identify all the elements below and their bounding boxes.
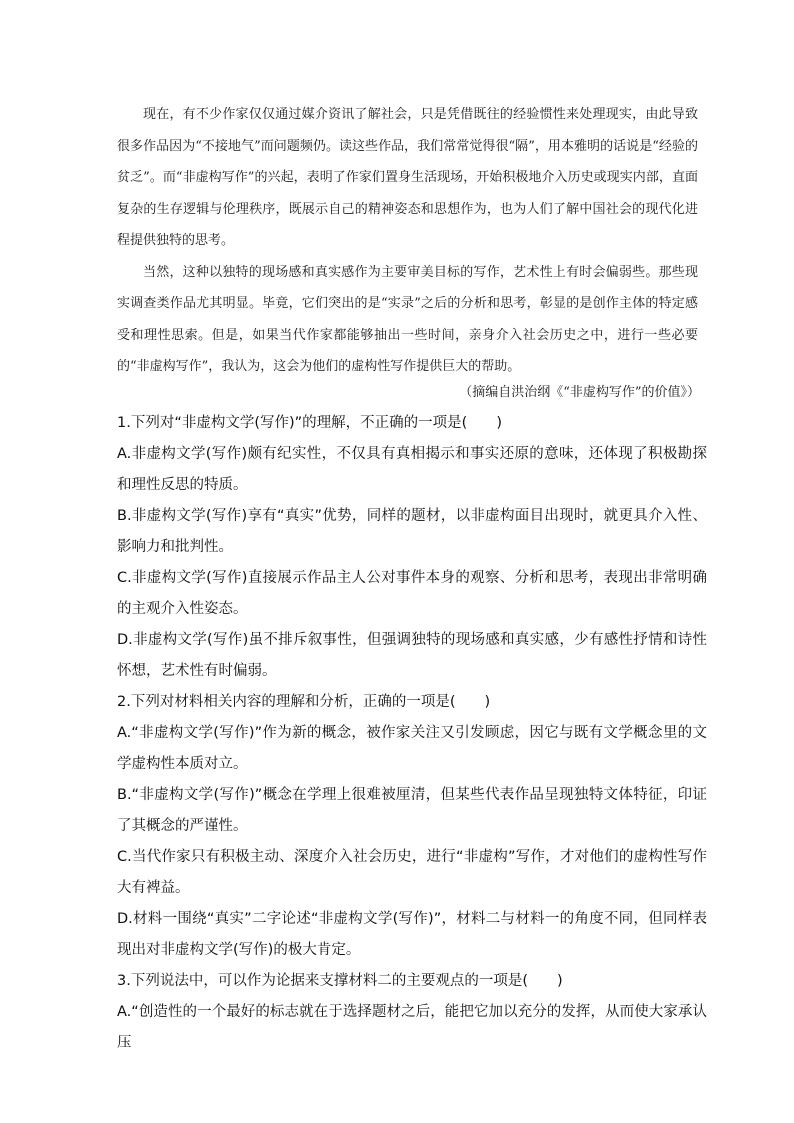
question-stem: 2.下列对材料相关内容的理解和分析，正确的一项是( ) (117, 694, 491, 710)
passage-source-citation: （摘编自洪治纲《“非虚构写作”的价值》） (459, 385, 700, 400)
question-option: A.非虚构文学(写作)颇有纪实性，不仅具有真相揭示和事实还原的意味，还体现了积极勘探和理性反思的特质。 (117, 446, 707, 493)
question-option: B.非虚构文学(写作)享有“真实”优势，同样的题材，以非虚构面目出现时，就更具介入性、影响力和批判性。 (117, 508, 707, 555)
question-option: B.“非虚构文学(写作)”概念在学理上很难被厘清，但某些代表作品呈现独特文体特征，印证了其概念的严谨性。 (117, 787, 707, 834)
question-option: A.“非虚构文学(写作)”作为新的概念，被作家关注又引发顾虑，因它与既有文学概念里的文学虚构性本质对立。 (117, 725, 707, 772)
question-list (117, 408, 707, 1059)
passage-paragraph: 现在，有不少作家仅仅通过媒介资讯了解社会，只是凭借既往的经验惯性来处理现实，由此导致很多作品因为“不接地气”而问题频仍。读这些作品，我们常常觉得很“隔”，用本雅明的话说是“经验的贫乏”。而“非虚构写作”的兴起，表明了作家们置身生活现场，开始积极地介入历史或现实内部，直面复杂的生存逻辑与伦理秩序，既展示自己的精神姿态和思想作为，也为人们了解中国社会的现代化进程提供独特的思考。 (117, 107, 698, 248)
passage-paragraph: 当然，这种以独特的现场感和真实感作为主要审美目标的写作，艺术性上有时会偏弱些。那些现实调查类作品尤其明显。毕竟，它们突出的是“实录”之后的分析和思考，彰显的是创作主体的特定感受和理性思索。但是，如果当代作家都能够抽出一些时间，亲身介入社会历史之中，进行一些必要的“非虚构写作”，我认为，这会为他们的虚构性写作提供巨大的帮助。 (117, 264, 698, 374)
question-stem: 3.下列说法中，可以作为论据来支撑材料二的主要观点的一项是( ) (117, 973, 563, 989)
question-option: D.材料一围绕“真实”二字论述“非虚构文学(写作)”，材料二与材料一的角度不同，但同样表现出对非虚构文学(写作)的极大肯定。 (117, 911, 707, 958)
question-option: A.“创造性的一个最好的标志就在于选择题材之后，能把它加以充分的发挥，从而使大家承认压 (117, 1004, 707, 1051)
reading-passage (117, 99, 698, 383)
question-option: C.当代作家只有积极主动、深度介入社会历史，进行“非虚构”写作，才对他们的虚构性写作大有裨益。 (117, 849, 707, 896)
question-option: C.非虚构文学(写作)直接展示作品主人公对事件本身的观察、分析和思考，表现出非常明确的主观介入性姿态。 (117, 570, 707, 617)
question-option: D.非虚构文学(写作)虽不排斥叙事性，但强调独特的现场感和真实感，少有感性抒情和诗性怀想，艺术性有时偏弱。 (117, 632, 707, 679)
question-stem: 1.下列对“非虚构文学(写作)”的理解，不正确的一项是( ) (117, 415, 502, 431)
